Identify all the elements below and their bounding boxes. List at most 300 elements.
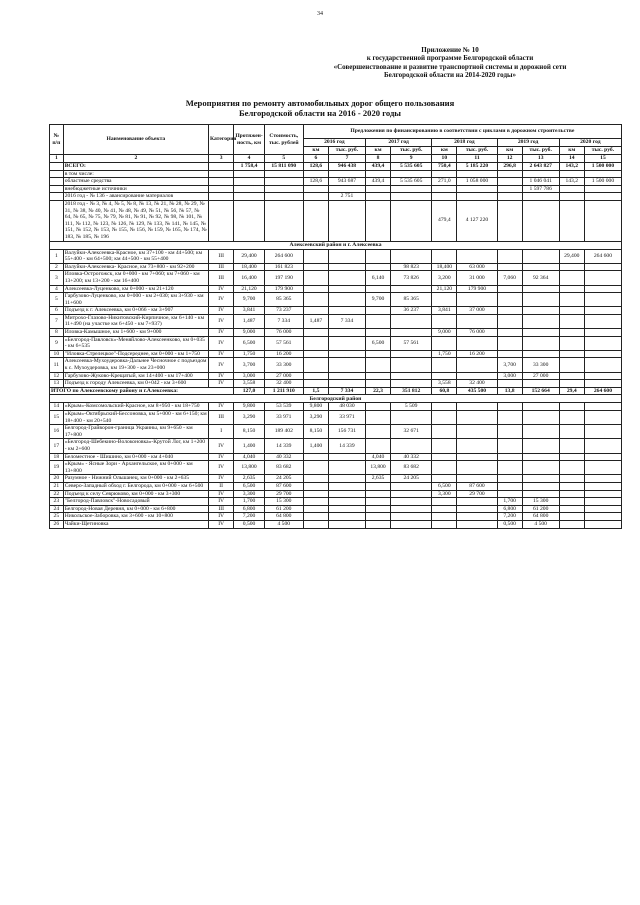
- row-km: [365, 505, 390, 513]
- row-rub: [584, 403, 621, 411]
- row-rub: [329, 293, 366, 307]
- row-rub: 2 751: [329, 193, 366, 201]
- row-rub: [522, 461, 559, 475]
- row-length: 3,841: [234, 307, 265, 315]
- row-cost: 40 332: [264, 453, 303, 461]
- row-rub: [522, 249, 559, 263]
- row-rub: [329, 498, 366, 506]
- row-km: [432, 372, 457, 380]
- row-rub: [329, 185, 366, 193]
- row-number: 6: [50, 307, 64, 315]
- row-length: 1,400: [234, 439, 265, 453]
- row-km: [432, 453, 457, 461]
- row-km: [559, 263, 584, 271]
- row-rub: [391, 170, 432, 178]
- row-rub: 5 535 605: [391, 178, 432, 186]
- table-row: [50, 249, 622, 263]
- row-rub: [584, 380, 621, 388]
- column-number: 11: [457, 155, 497, 163]
- section-row: [50, 395, 622, 403]
- row-km: 2,635: [365, 475, 390, 483]
- row-rub: 57 561: [391, 336, 432, 350]
- row-km: 0,500: [497, 520, 522, 528]
- row-rub: 36 237: [391, 307, 432, 315]
- row-rub: 64 800: [522, 513, 559, 521]
- row-number: 14: [50, 403, 64, 411]
- row-rub: [584, 329, 621, 337]
- row-length: 13,800: [234, 461, 265, 475]
- table-row: [50, 170, 622, 178]
- row-km: [497, 249, 522, 263]
- row-number: [50, 178, 64, 186]
- row-rub: 73 826: [391, 271, 432, 285]
- row-rub: [522, 350, 559, 358]
- row-name: «Белгород-Шебекино-Волоконовка»-Крутой Лог, км 1+200 - км 2+600: [63, 439, 208, 453]
- row-length: 0,500: [234, 520, 265, 528]
- row-km: [559, 520, 584, 528]
- row-length: 7,200: [234, 513, 265, 521]
- row-km: 439,4: [365, 163, 390, 171]
- row-km: [432, 249, 457, 263]
- header-km: км: [432, 147, 457, 155]
- row-rub: 946 438: [329, 163, 366, 171]
- row-category: III: [209, 263, 234, 271]
- row-cost: 57 561: [264, 336, 303, 350]
- row-number: 7: [50, 314, 64, 328]
- header-year: 2019 год: [497, 139, 559, 147]
- row-category: IV: [209, 307, 234, 315]
- row-km: [497, 380, 522, 388]
- row-rub: [329, 482, 366, 490]
- row-rub: 4 127 220: [457, 200, 497, 241]
- row-name: Никольское-Заборовка, км 3+600 - км 10+800: [63, 513, 208, 521]
- row-km: [497, 263, 522, 271]
- row-km: 18,400: [432, 263, 457, 271]
- row-km: [497, 425, 522, 439]
- row-cost: 87 600: [264, 482, 303, 490]
- row-rub: 1 058 000: [457, 178, 497, 186]
- row-rub: [584, 520, 621, 528]
- row-rub: 87 600: [457, 482, 497, 490]
- row-km: [365, 285, 390, 293]
- row-category: [209, 170, 234, 178]
- row-name: Валуйки-Алексеевка- Красное, км 73+800 - км 92+200: [63, 263, 208, 271]
- row-rub: [391, 285, 432, 293]
- header-rub: тыс. руб.: [457, 147, 497, 155]
- row-cost: 14 339: [264, 439, 303, 453]
- row-category: [209, 178, 234, 186]
- row-rub: [522, 170, 559, 178]
- row-length: [234, 178, 265, 186]
- row-rub: [391, 358, 432, 372]
- row-km: [432, 403, 457, 411]
- row-rub: 37 000: [457, 307, 497, 315]
- row-km: [432, 505, 457, 513]
- row-length: 29,400: [234, 249, 265, 263]
- row-km: [497, 170, 522, 178]
- row-rub: 32 400: [457, 380, 497, 388]
- row-length: 3,558: [234, 380, 265, 388]
- row-rub: [584, 293, 621, 307]
- header-rub: тыс. руб.: [522, 147, 559, 155]
- table-row: [50, 490, 622, 498]
- row-category: IV: [209, 336, 234, 350]
- table-row: [50, 453, 622, 461]
- row-rub: [584, 193, 621, 201]
- row-rub: 7 334: [329, 387, 366, 395]
- row-number: 1: [50, 249, 64, 263]
- row-number: 23: [50, 498, 64, 506]
- appendix-line: Приложение № 10: [421, 46, 479, 54]
- row-rub: [457, 461, 497, 475]
- row-rub: [329, 490, 366, 498]
- row-category: IV: [209, 475, 234, 483]
- row-cost: 16 200: [264, 350, 303, 358]
- row-category: IV: [209, 358, 234, 372]
- row-km: [303, 193, 328, 201]
- row-number: 21: [50, 482, 64, 490]
- row-rub: [584, 513, 621, 521]
- row-km: 143,2: [559, 178, 584, 186]
- row-km: 479,4: [432, 200, 457, 241]
- row-category: IV: [209, 372, 234, 380]
- table-row: [50, 475, 622, 483]
- row-number: 11: [50, 358, 64, 372]
- row-cost: 61 200: [264, 505, 303, 513]
- row-rub: [329, 520, 366, 528]
- row-km: 60,8: [432, 387, 457, 395]
- row-rub: [584, 505, 621, 513]
- row-km: 9,800: [303, 403, 328, 411]
- row-km: [365, 372, 390, 380]
- row-rub: 32 671: [391, 425, 432, 439]
- table-row: [50, 200, 622, 241]
- row-km: [559, 425, 584, 439]
- row-km: [559, 372, 584, 380]
- table-row: [50, 271, 622, 285]
- row-category: IV: [209, 498, 234, 506]
- row-name: Беломестное - Шишино, км 0+000 - км 4+040: [63, 453, 208, 461]
- row-category: IV: [209, 490, 234, 498]
- row-length: 9,000: [234, 329, 265, 337]
- row-cost: 85 365: [264, 293, 303, 307]
- row-km: [497, 307, 522, 315]
- row-length: 2,635: [234, 475, 265, 483]
- row-rub: [584, 350, 621, 358]
- row-rub: [329, 475, 366, 483]
- row-km: [365, 329, 390, 337]
- row-number: 25: [50, 513, 64, 521]
- row-rub: [457, 411, 497, 425]
- column-number: 2: [63, 155, 208, 163]
- row-category: IV: [209, 380, 234, 388]
- row-rub: [391, 329, 432, 337]
- row-cost: 32 400: [264, 380, 303, 388]
- row-km: [559, 513, 584, 521]
- row-rub: [457, 193, 497, 201]
- row-km: 9,700: [365, 293, 390, 307]
- row-km: [497, 329, 522, 337]
- column-number: 1: [50, 155, 64, 163]
- row-rub: [584, 439, 621, 453]
- row-cost: [264, 178, 303, 186]
- row-number: 17: [50, 439, 64, 453]
- row-rub: [457, 453, 497, 461]
- table-row: [50, 380, 622, 388]
- row-number: [50, 185, 64, 193]
- table-row: [50, 329, 622, 337]
- row-km: [559, 185, 584, 193]
- row-name: внебюджетные источники: [63, 185, 208, 193]
- row-rub: [522, 439, 559, 453]
- row-name: «Крым»-Октябрьский-Бессоновка, км 5+000 - км 6+150; км 18+400 - км 20+540: [64, 411, 207, 424]
- row-category: [209, 185, 234, 193]
- row-rub: [457, 439, 497, 453]
- header-rub: тыс. руб.: [584, 147, 621, 155]
- row-category: IV: [209, 439, 234, 453]
- row-km: [303, 271, 328, 285]
- row-cost: 73 237: [264, 307, 303, 315]
- row-rub: [391, 380, 432, 388]
- row-km: [559, 285, 584, 293]
- document-title: [0, 98, 640, 118]
- row-rub: [522, 285, 559, 293]
- row-rub: [457, 314, 497, 328]
- row-rub: [522, 307, 559, 315]
- column-number: 15: [584, 155, 621, 163]
- row-km: 13,8: [497, 387, 522, 395]
- row-rub: 5 185 220: [457, 163, 497, 171]
- row-km: 3,200: [432, 271, 457, 285]
- row-rub: 15 300: [522, 498, 559, 506]
- row-km: [497, 490, 522, 498]
- row-rub: [391, 200, 432, 241]
- row-length: 3,290: [234, 411, 265, 425]
- row-length: 1,700: [234, 498, 265, 506]
- row-number: 12: [50, 372, 64, 380]
- row-number: 8: [50, 329, 64, 337]
- row-rub: 29 700: [457, 490, 497, 498]
- row-cost: 197 190: [264, 271, 303, 285]
- column-number-row: [50, 155, 622, 163]
- row-km: [303, 329, 328, 337]
- row-rub: [329, 358, 366, 372]
- row-name: «Крым»-Комсомольский-Красное, км 8+950 - км 18+750: [63, 403, 208, 411]
- row-rub: 5 509: [391, 403, 432, 411]
- row-rub: [329, 372, 366, 380]
- row-number: 19: [50, 461, 64, 475]
- row-name: Валуйки-Алексеевка-Красное, км 37+100 - км 44+500; км 55+400 - км 64+500; км 44+500 - км 55+400: [63, 249, 208, 263]
- row-rub: 2 643 827: [522, 163, 559, 171]
- row-length: 6,500: [234, 482, 265, 490]
- row-cost: 7 334: [264, 314, 303, 328]
- row-name: "Иловка-Стрелецкое"-Подсереднее, км 0+000 - км 1+750: [63, 350, 208, 358]
- row-number: 18: [50, 453, 64, 461]
- table-row: [50, 178, 622, 186]
- row-rub: [457, 513, 497, 521]
- row-rub: 1 597 786: [522, 185, 559, 193]
- row-km: 4,040: [365, 453, 390, 461]
- row-number: [50, 193, 64, 201]
- row-name: Белгород-Новая Деревня, км 0+000 - км 6+800: [63, 505, 208, 513]
- row-rub: [584, 200, 621, 241]
- row-km: 29,400: [559, 249, 584, 263]
- row-category: [209, 163, 234, 171]
- row-rub: [329, 453, 366, 461]
- row-name: Митрохо-Глазово-Никитовский-Кирпичное, км 6+140 - км 11+490 (на участке км 6+450 - км 7+937): [63, 314, 208, 328]
- appendix-line: к государственной программе Белгородской области: [366, 54, 534, 63]
- row-km: [432, 185, 457, 193]
- row-rub: [329, 200, 366, 241]
- row-rub: [584, 336, 621, 350]
- row-km: [365, 513, 390, 521]
- row-km: [559, 170, 584, 178]
- table-row: [50, 498, 622, 506]
- row-number: 22: [50, 490, 64, 498]
- row-km: 6,500: [432, 482, 457, 490]
- row-cost: 27 000: [264, 372, 303, 380]
- row-km: [559, 490, 584, 498]
- row-category: IV: [209, 314, 234, 328]
- row-rub: [329, 329, 366, 337]
- row-km: [559, 358, 584, 372]
- row-cost: 76 000: [264, 329, 303, 337]
- column-number: 14: [559, 155, 584, 163]
- row-km: [365, 200, 390, 241]
- row-km: 21,120: [432, 285, 457, 293]
- header-year: 2016 год: [303, 139, 365, 147]
- row-km: [303, 453, 328, 461]
- row-km: [559, 453, 584, 461]
- row-number: 2: [50, 263, 64, 271]
- row-number: [50, 163, 64, 171]
- row-rub: [522, 200, 559, 241]
- table-row: [50, 520, 622, 528]
- row-name: Белгород-Грайворон-граница Украины, км 9+650 - км 17+800: [63, 425, 208, 439]
- row-km: [497, 314, 522, 328]
- row-rub: [391, 505, 432, 513]
- row-rub: 48 030: [329, 403, 366, 411]
- table-row: [50, 372, 622, 380]
- row-rub: [391, 249, 432, 263]
- row-km: 22,3: [365, 387, 390, 395]
- page-number: 34: [317, 11, 323, 17]
- row-rub: [391, 439, 432, 453]
- row-cost: 33 971: [264, 411, 303, 425]
- header-num: № п/п: [50, 125, 64, 155]
- row-rub: [584, 263, 621, 271]
- row-rub: [329, 170, 366, 178]
- row-category: IV: [209, 513, 234, 521]
- row-rub: [457, 372, 497, 380]
- row-category: [209, 193, 234, 201]
- row-km: 9,000: [432, 329, 457, 337]
- row-rub: [391, 490, 432, 498]
- title-line: Мероприятия по ремонту автомобильных дорог общего пользования: [185, 98, 455, 108]
- row-rub: [457, 498, 497, 506]
- table-row: [50, 358, 622, 372]
- total-row: [50, 387, 622, 395]
- column-number: 6: [303, 155, 328, 163]
- row-rub: [391, 350, 432, 358]
- section-title: Белгородский район: [50, 395, 622, 403]
- row-rub: [522, 193, 559, 201]
- row-km: [559, 271, 584, 285]
- row-km: [497, 336, 522, 350]
- row-cost: 161 823: [264, 263, 303, 271]
- row-km: [303, 380, 328, 388]
- row-category: I: [209, 425, 234, 439]
- row-cost: [264, 193, 303, 201]
- row-cost: [264, 200, 303, 241]
- row-rub: [584, 358, 621, 372]
- row-rub: [522, 453, 559, 461]
- row-km: [365, 350, 390, 358]
- row-length: 1 758,4: [234, 163, 265, 171]
- header-rub: тыс. руб.: [391, 147, 432, 155]
- row-km: 3,000: [497, 372, 522, 380]
- row-km: [365, 411, 390, 425]
- row-name: ВСЕГО:: [63, 163, 208, 171]
- header-km: км: [303, 147, 328, 155]
- column-number: 9: [391, 155, 432, 163]
- row-km: [559, 350, 584, 358]
- roads-table: [49, 124, 622, 529]
- row-km: 7,200: [497, 513, 522, 521]
- row-km: [303, 200, 328, 241]
- row-km: 3,700: [497, 358, 522, 372]
- row-rub: 76 000: [457, 329, 497, 337]
- row-rub: [329, 461, 366, 475]
- row-number: 24: [50, 505, 64, 513]
- row-km: [432, 439, 457, 453]
- header-cost: Стоимость, тыс. рублей: [264, 125, 303, 155]
- row-rub: 5 535 605: [391, 163, 432, 171]
- row-km: 143,2: [559, 163, 584, 171]
- row-km: [559, 403, 584, 411]
- row-rub: [522, 314, 559, 328]
- row-cost: 53 539: [264, 403, 303, 411]
- row-length: 9,700: [234, 293, 265, 307]
- row-category: IV: [209, 461, 234, 475]
- row-category: IV: [209, 453, 234, 461]
- column-number: 10: [432, 155, 457, 163]
- row-km: [497, 285, 522, 293]
- row-km: [365, 498, 390, 506]
- row-km: [303, 505, 328, 513]
- row-km: [497, 293, 522, 307]
- row-km: 128,6: [303, 178, 328, 186]
- header-year: 2018 год: [432, 139, 497, 147]
- row-cost: 189 402: [264, 425, 303, 439]
- row-km: [303, 170, 328, 178]
- row-km: [497, 475, 522, 483]
- row-rub: 264 600: [584, 387, 621, 395]
- row-number: 9: [50, 336, 64, 350]
- row-rub: 63 000: [457, 263, 497, 271]
- title-line: Белгородской области на 2016 - 2020 годы: [238, 108, 402, 118]
- row-rub: [584, 490, 621, 498]
- row-km: 1,5: [303, 387, 328, 395]
- row-km: 6,140: [365, 271, 390, 285]
- row-name: в том числе:: [63, 170, 208, 178]
- row-km: 271,0: [432, 178, 457, 186]
- row-km: [497, 482, 522, 490]
- table-row: [50, 439, 622, 453]
- row-rub: [584, 372, 621, 380]
- row-km: 1,487: [303, 314, 328, 328]
- row-length: 3,300: [234, 490, 265, 498]
